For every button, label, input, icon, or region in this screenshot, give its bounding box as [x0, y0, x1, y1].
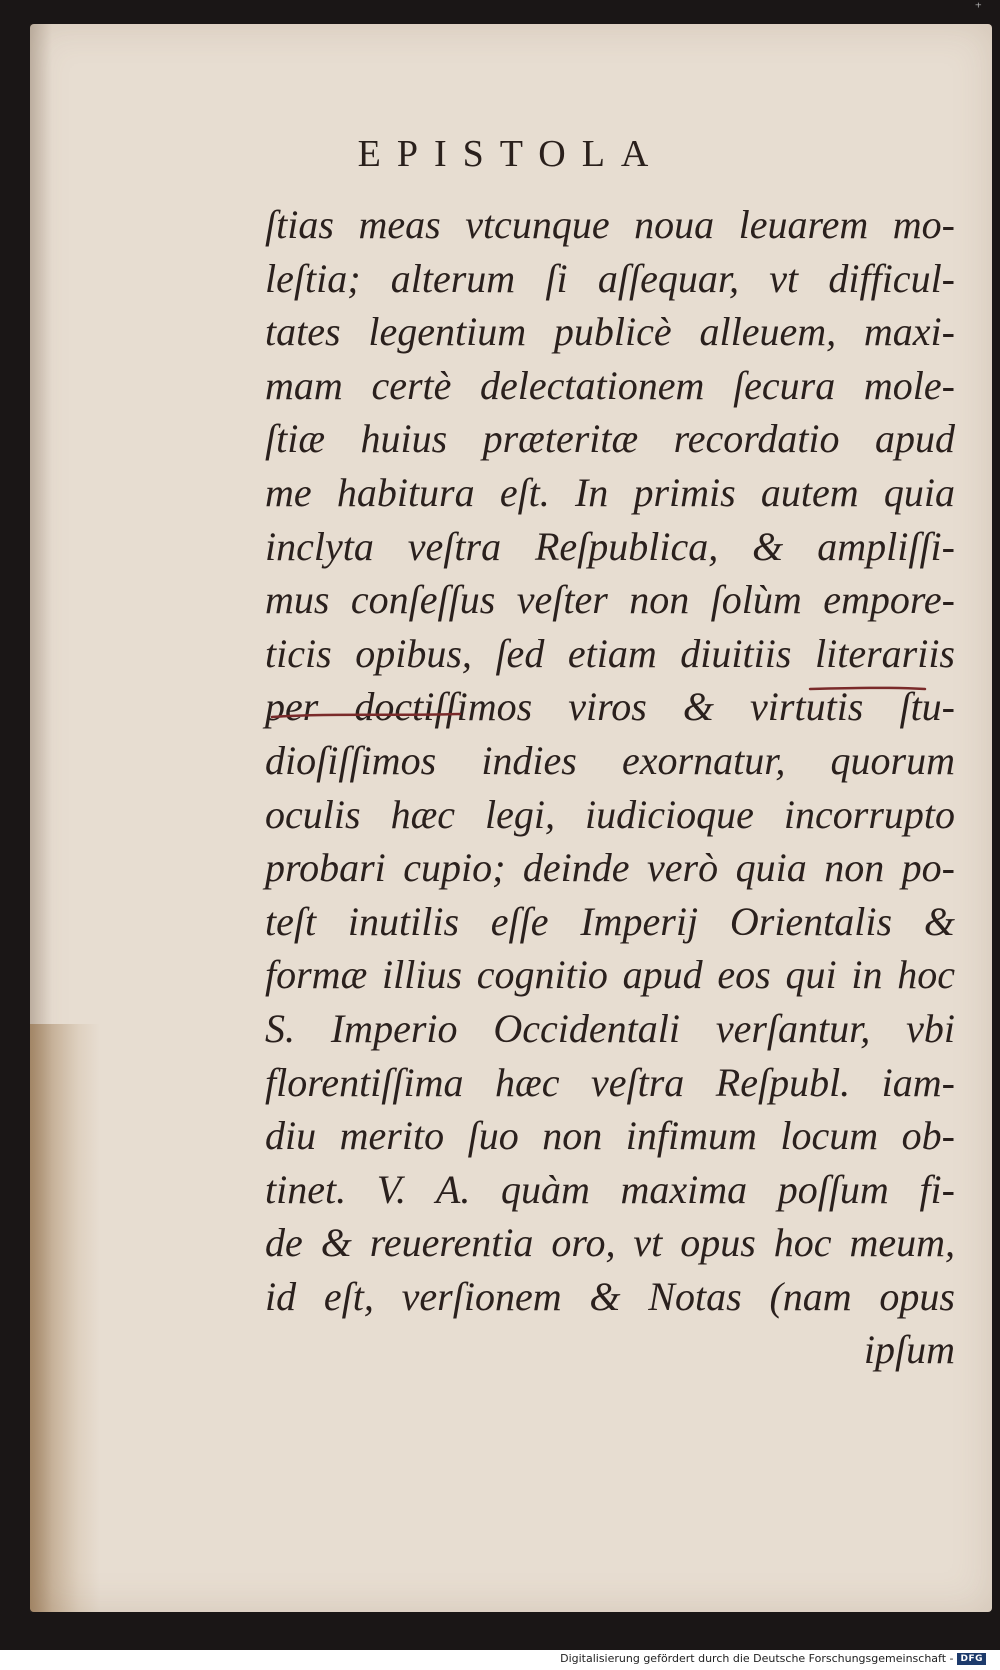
- text-line: ſtiæ huius præteritæ recordatio apud: [265, 416, 955, 462]
- footer-text: Digitalisierung gefördert durch die Deutsche Forschungsgemeinschaft -: [560, 1652, 954, 1665]
- page-body-text: [265, 198, 955, 1377]
- page-stain: [30, 1024, 100, 1612]
- text-line: id eſt, verſionem & Notas (nam opus: [265, 1273, 955, 1319]
- running-head: EPISTOLA: [357, 133, 665, 175]
- footer-credit: [560, 1652, 986, 1665]
- dfg-logo: DFG: [957, 1653, 986, 1665]
- text-line: probari cupio; deinde verò quia non po-: [265, 845, 955, 891]
- text-line: inclyta veſtra Reſpublica, & ampliſſi-: [265, 523, 955, 569]
- text-line: de & reuerentia oro, vt opus hoc meum,: [265, 1220, 955, 1266]
- text-line: per doctiſſimos viros & virtutis ſtu-: [265, 684, 955, 730]
- text-line: mus conſeſſus veſter non ſolùm empore-: [265, 577, 955, 623]
- text-line: leſtia; alterum ſi aſſequar, vt difficul-: [265, 255, 955, 301]
- text-line: oculis hæc legi, iudicioque incorrupto: [265, 791, 955, 837]
- corner-mark: ⁺: [974, 0, 982, 16]
- text-line: florentiſſima hæc veſtra Reſpubl. iam-: [265, 1059, 955, 1105]
- catchword: ipſum: [863, 1327, 955, 1373]
- text-line: mam certè delectationem ſecura mole-: [265, 362, 955, 408]
- text-line: tates legentium publicè alleuem, maxi-: [265, 309, 955, 355]
- text-line: diu merito ſuo non infimum locum ob-: [265, 1113, 955, 1159]
- text-line: dioſiſſimos indies exornatur, quorum: [265, 737, 955, 783]
- text-line: ticis opibus, ſed etiam diuitiis literariis: [265, 630, 955, 676]
- text-line: teſt inutilis eſſe Imperij Orientalis &: [265, 898, 955, 944]
- text-line: S. Imperio Occidentali verſantur, vbi: [265, 1005, 955, 1051]
- text-line: tinet. V. A. quàm maxima poſſum fi-: [265, 1166, 955, 1212]
- text-line: ſtias meas vtcunque noua leuarem mo-: [265, 202, 955, 247]
- text-line: me habitura eſt. In primis autem quia: [265, 469, 955, 515]
- text-line: formæ illius cognitio apud eos qui in hoc: [265, 952, 955, 998]
